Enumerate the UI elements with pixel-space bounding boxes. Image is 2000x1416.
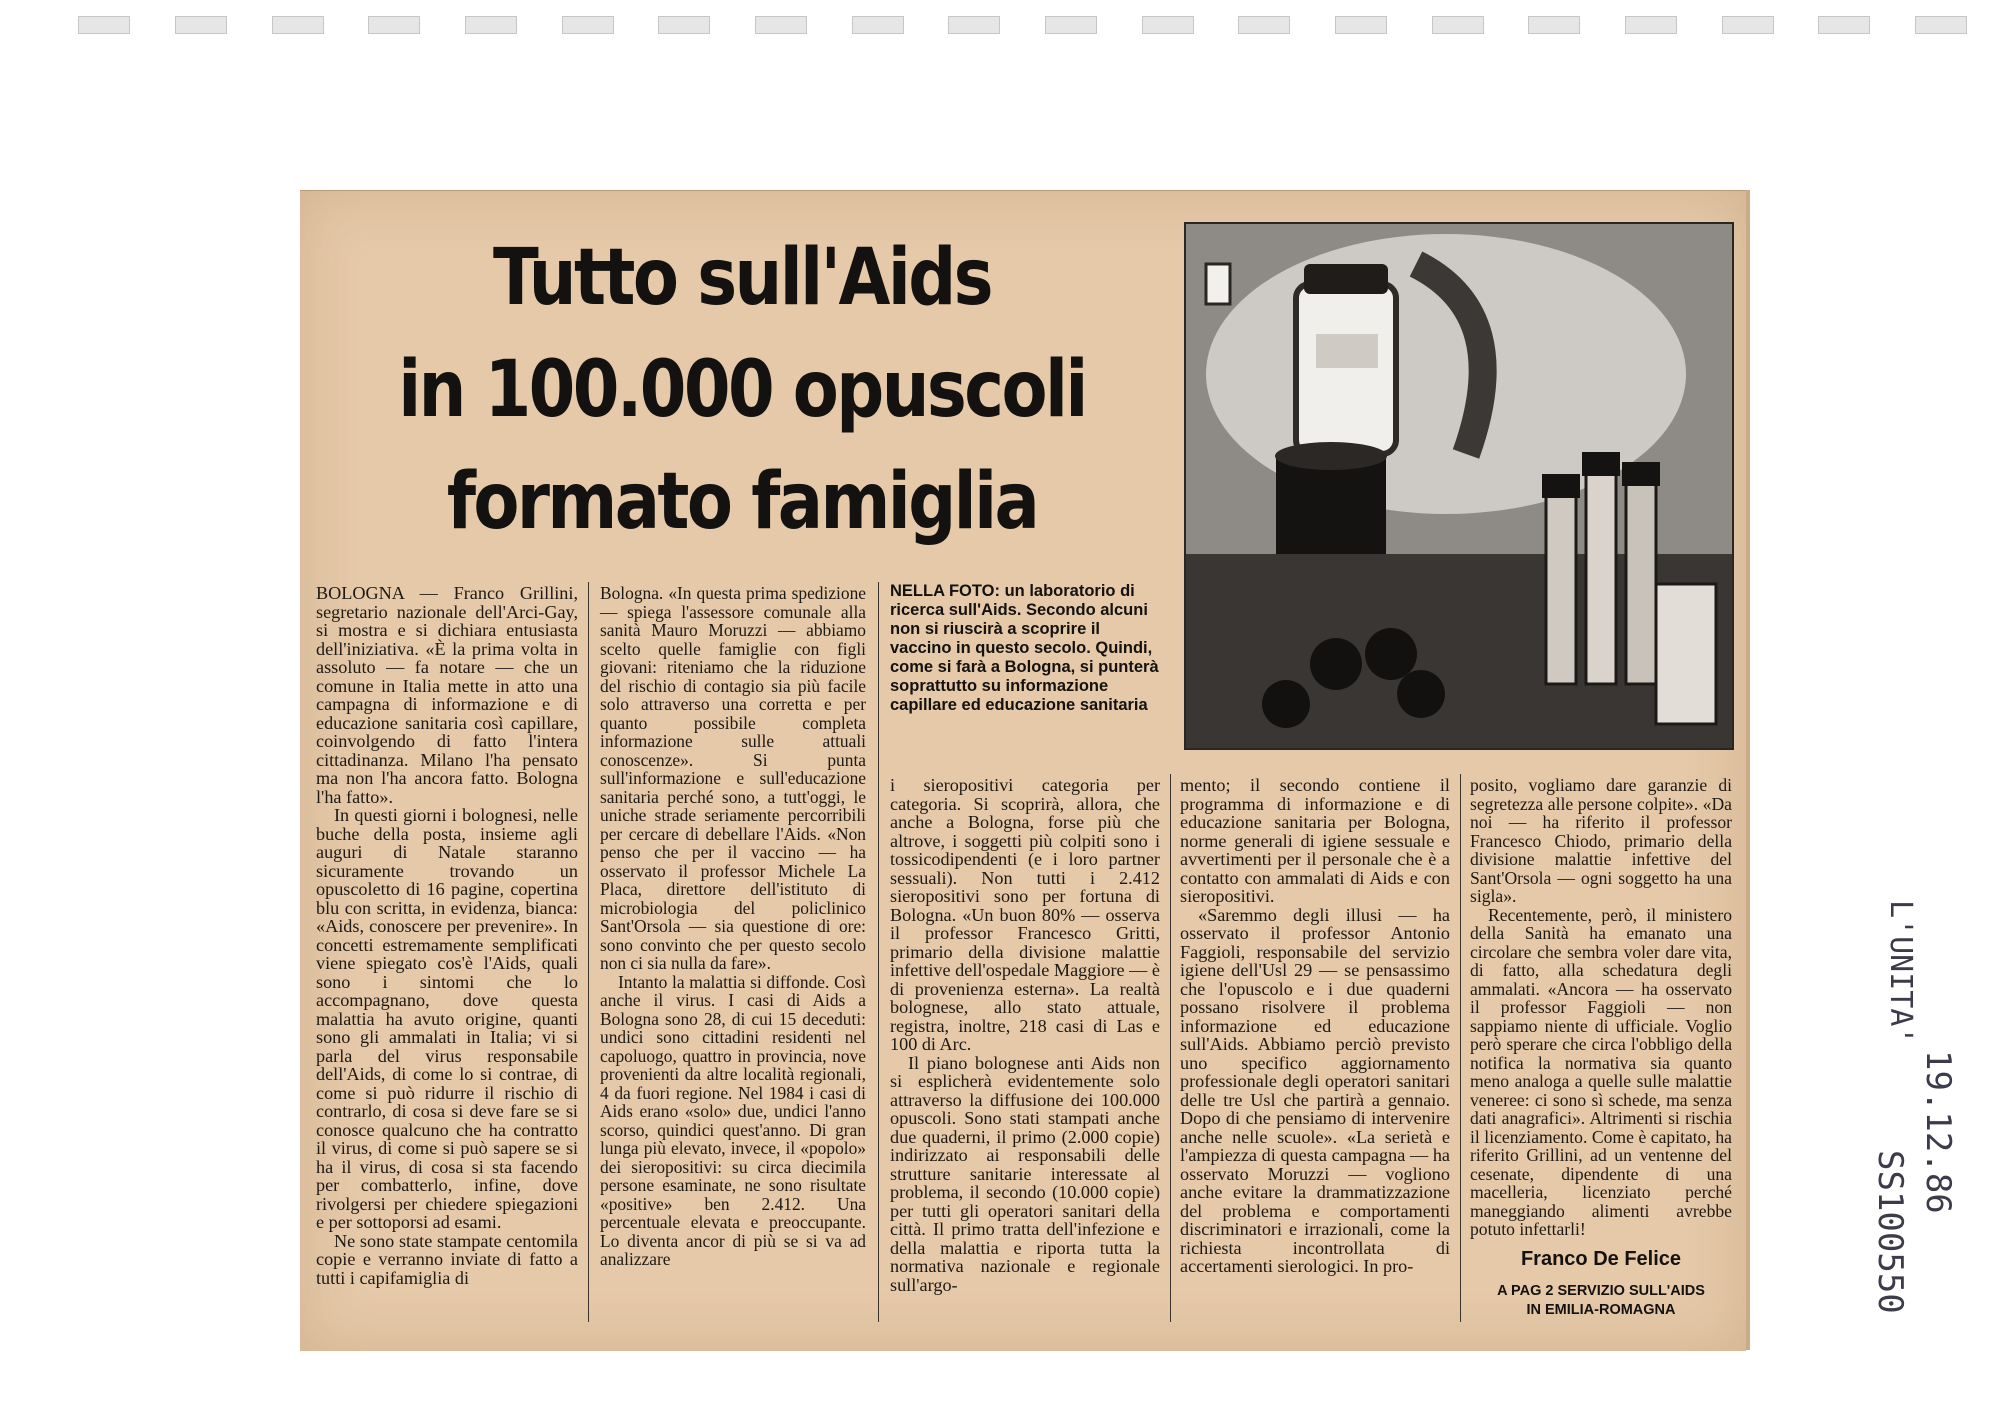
binder-hole [1818, 16, 1870, 34]
column-rule [588, 582, 589, 1322]
binder-hole [1625, 16, 1677, 34]
article-paragraph: BOLOGNA — Franco Grillini, segretario nazionale dell'Arci-Gay, si mostra e si dichiara entusiasta dell'iniziativa. «È la prima volta in assoluto — fa notare — che un comune in Italia mette in atto una campagna di informazione e di educazione sanitaria così capillare, coinvolgendo di fatto l'intera cittadinanza. Milano l'ha pensato ma non l'ha ancora fatto. Bologna l'ha fatto». [316, 583, 578, 807]
binder-hole [852, 16, 904, 34]
binder-hole [1045, 16, 1097, 34]
article-paragraph: «Saremmo degli illusi — ha osservato il professor Antonio Faggioli, responsabile del servizio igiene dell'Usl 29 — se pensassimo che l'opuscolo e i due quaderni possano risolvere il problema informazione ed educazione sull'Aids. Abbiamo perciò previsto uno specifico aggiornamento professionale degli operatori sanitari delle tre Usl che partirà a gennaio. Dopo di che pensiamo di intervenire anche nelle scuole». «La serietà e l'ampiezza di questa campagna — ha osservato Moruzzi — vogliono anche evitare la drammatizzazione del problema e comportamenti discriminatori e irrazionali, come la richiesta incontrollata di accertamenti sierologici. In pro- [1180, 904, 1450, 1276]
author-signature: Franco De Felice [1520, 1248, 1682, 1270]
handwritten-source: L'UNITA' [1883, 900, 1918, 1045]
article-column-5 [1470, 776, 1732, 1239]
lab-photo [1184, 222, 1734, 750]
article-paragraph: In questi giorni i bolognesi, nelle buche della posta, insieme agli auguri di Natale staranno sicuramente trovando un opuscoletto di 16 pagine, copertina blu con scritta, in evidenza, bianca: «Aids, conoscere per prevenire». In concetti estremamente semplificati viene spiegato cos'è l'Aids, quali sono i sintomi che lo accompagnano, dove questa malattia ha avuto origine, quanti sono gli ammalati in Italia; vi si parla del virus responsabile dell'Aids, di come lo si contrae, di come si può ridurre il rischio di contrarlo, di cosa si deve fare se si conosce qualcuno che ha contratto il virus, di come si può sapere se si ha il virus, di cosa si sta facendo per combatterlo, infine, dove rivolgersi per chiedere spiegazioni e per sottoporsi ad esami. [316, 805, 578, 1232]
article-column-3 [890, 776, 1160, 1294]
rubric-line-2: IN EMILIA-ROMAGNA [1526, 1302, 1676, 1318]
binder-hole [1722, 16, 1774, 34]
article-column-2 [600, 584, 866, 1269]
clipping-edge [1746, 190, 1750, 1350]
binder-hole [562, 16, 614, 34]
binder-hole [272, 16, 324, 34]
lab-photo-image [1186, 224, 1732, 748]
article-paragraph: Ne sono state stampate centomila copie e verranno inviate di fatto a tutti i capifamiglia di [316, 1230, 578, 1288]
binder-hole [658, 16, 710, 34]
column-rule [1460, 774, 1461, 1322]
headline-line-2: in 100.000 opuscoli [398, 345, 1086, 435]
article-paragraph: Intanto la malattia si diffonde. Così anche il virus. I casi di Aids a Bologna sono 28, di cui 15 deceduti: undici sono cittadini residenti nel capoluogo, quattro in provincia, nove provenienti da altre località regionali, 4 da fuori regione. Nel 1984 i casi di Aids erano «solo» due, undici l'anno scorso, quindici quest'anno. Di gran lunga più elevato, invece, il «popolo» dei sieropositivi: su circa diecimila persone esaminate, ne sono risultate «positive» ben 2.412. Una percentuale elevata e preoccupante. Lo diventa ancor di più se si va ad analizzare [600, 971, 866, 1269]
column-rule [878, 582, 879, 1322]
headline-line-3: formato famiglia [446, 457, 1038, 547]
article-paragraph: mento; il secondo contiene il programma di informazione e di educazione sanitaria per Bologna, norme generali di igiene sessuale e avvertimenti per il personale che è a contatto con ammalati di Aids e con sieropositivi. [1180, 775, 1450, 906]
article-paragraph: Bologna. «In questa prima spedizione — spiega l'assessore comunale alla sanità Mauro Moruzzi — abbiamo scelto quelle famiglie con figli giovani: riteniamo che la riduzione del rischio di contagio sia più facile solo attraverso una corretta e per quanto possibile completa informazione sulle attuali conoscenze». Si punta sull'informazione e sull'educazione sanitaria perché sono, a tutt'oggi, le uniche strade seriamente percorribili per cercare di debellare l'Aids. «Non penso che per il vaccino — ha osservato il professor Michele La Placa, direttore dell'istituto di microbiologia del policlinico Sant'Orsola — sia questione di ore: sono convinto che per questo secolo non ci sia nulla da fare». [600, 583, 866, 973]
article-paragraph: i sieropositivi categoria per categoria. Si scoprirà, allora, che anche a Bologna, forse più che altrove, i soggetti più colpiti sono i tossicodipendenti (e i loro partner sessuali). Non tutti i 2.412 sieropositivi sono per fortuna di Bologna. «Un buon 80% — osserva il professor Francesco Gritti, primario della divisione malattie infettive dell'ospedale Maggiore — è di provenienza esterna». La realtà bolognese, allo stato attuale, registra, inoltre, 218 casi di Las e 100 di Arc. [890, 775, 1160, 1054]
article-column-1 [316, 584, 578, 1287]
binder-hole [78, 16, 130, 34]
binder-hole [948, 16, 1000, 34]
binder-hole [465, 16, 517, 34]
article-paragraph: posito, vogliamo dare garanzie di segretezza alle persone colpite». «Da noi — ha riferito il professor Francesco Chiodo, primario della divisione malattie infettive del Sant'Orsola — ogni soggetto ha una sigla». [1470, 775, 1732, 906]
article-paragraph: Il piano bolognese anti Aids non si esplicherà evidentemente solo attraverso la diffusione dei 100.000 opuscoli. Sono stati stampati anche due quaderni, il primo (2.000 copie) indirizzato ai responsabili delle strutture sanitarie interessate al problema, il secondo (10.000 copie) per tutti gli operatori sanitari della città. Il primo tratta dell'infezione e della malattia e riporta tutta la normativa nazionale e regionale sull'argo- [890, 1052, 1160, 1295]
photo-caption: NELLA FOTO: un laboratorio di ricerca sull'Aids. Secondo alcuni non si riuscirà a scoprire il vaccino in questo secolo. Quindi, come si farà a Bologna, si punterà soprattutto su informazione capillare ed educazione sanitaria [890, 582, 1159, 714]
binder-hole [1915, 16, 1967, 34]
column-rule [1170, 774, 1171, 1322]
binder-hole [1142, 16, 1194, 34]
related-article-rubric [1470, 1282, 1732, 1320]
headline [372, 222, 1112, 558]
binder-hole [175, 16, 227, 34]
binder-hole [1432, 16, 1484, 34]
article-paragraph: Recentemente, però, il ministero della Sanità ha emanato una circolare che sembra voler dare vita, di fatto, alla schedatura degli ammalati. «Ancora — ha osservato il professor Faggioli — non sappiamo niente di ufficiale. Voglio però sperare che circa l'obbligo della notifica la normativa sia quanto meno analoga a quelle sulle malattie veneree: ci sono sì schede, ma senza dati anagrafici». Altrimenti si rischia il licenziamento. Come è capitato, ha riferito Grillini, ad un ventenne del cesenate, dipendente di una macelleria, licenziato perché maneggiando alimenti avrebbe potuto infettarli! [1470, 904, 1732, 1239]
article-column-4 [1180, 776, 1450, 1276]
handwritten-archive-code: SS100550 [1870, 1150, 1910, 1314]
binder-hole [368, 16, 420, 34]
binder-hole [755, 16, 807, 34]
binder-hole [1335, 16, 1387, 34]
headline-line-1: Tutto sull'Aids [492, 233, 992, 323]
rubric-line-1: A PAG 2 SERVIZIO SULL'AIDS [1497, 1283, 1705, 1299]
binder-hole [1528, 16, 1580, 34]
binder-hole [1238, 16, 1290, 34]
handwritten-date: 19.12.86 [1918, 1050, 1958, 1214]
